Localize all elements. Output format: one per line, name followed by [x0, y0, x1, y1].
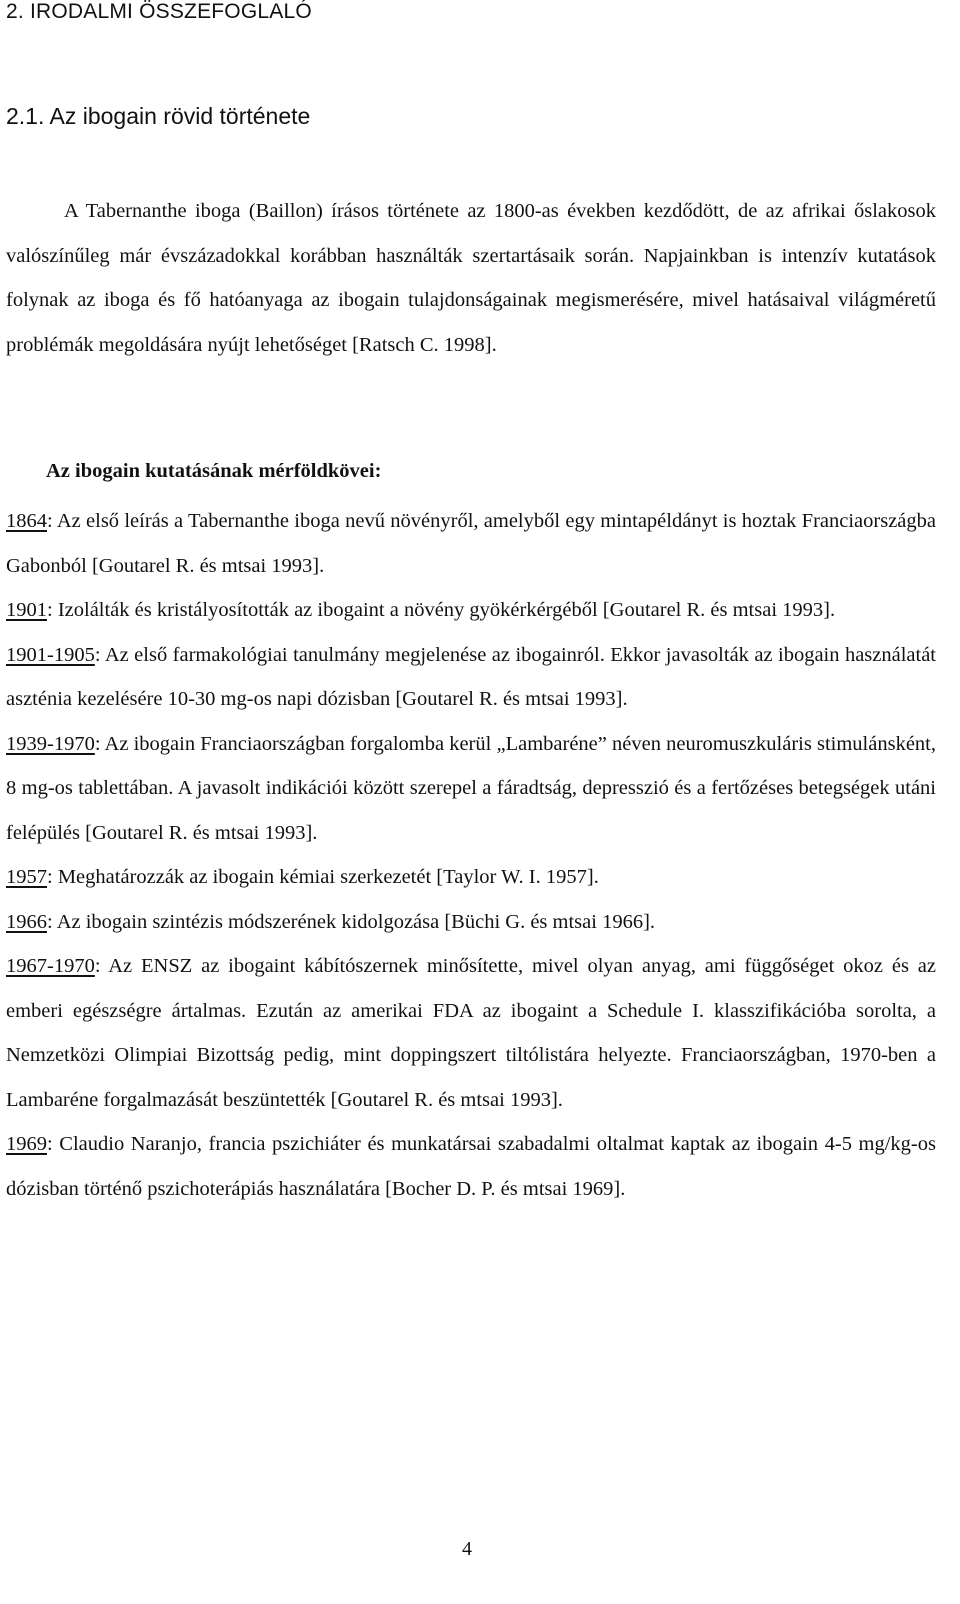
milestone-item — [6, 722, 936, 856]
milestone-text: : Az ibogain szintézis módszerének kidolgozása [Büchi G. és mtsai 1966]. — [47, 910, 656, 933]
milestone-year: 1969 — [6, 1133, 47, 1155]
milestones-list — [6, 499, 936, 1211]
milestone-item — [6, 1122, 936, 1211]
milestone-item — [6, 855, 936, 900]
milestone-text: : Az ibogain Franciaországban forgalomba kerül „Lambaréne” néven neuromuszkuláris stimulánsként, 8 mg-os tablettában. A javasolt indikációi között szerepel a fáradtság, depresszió és a fertőzéses betegségek utáni felépülés [Goutarel R. és mtsai 1993]. — [6, 732, 936, 844]
milestone-item — [6, 499, 936, 588]
milestones-heading: Az ibogain kutatásának mérföldkövei: — [46, 460, 382, 482]
milestone-year: 1957 — [6, 866, 47, 888]
milestone-text: : Meghatározzák az ibogain kémiai szerkezetét [Taylor W. I. 1957]. — [47, 866, 599, 888]
milestone-item — [6, 900, 936, 945]
page-number: 4 — [462, 1538, 472, 1560]
section-title: 2.1. Az ibogain rövid története — [6, 103, 311, 129]
milestone-year: 1864 — [6, 510, 47, 532]
milestone-year: 1901-1905 — [6, 643, 95, 666]
milestone-item — [6, 588, 936, 633]
milestone-year: 1939-1970 — [6, 732, 95, 755]
milestone-text: : Izolálták és kristályosították az ibogaint a növény gyökérkérgéből [Goutarel R. és mtsai 1993]. — [47, 599, 836, 621]
milestone-text: : Az első farmakológiai tanulmány megjelenése az ibogainról. Ekkor javasolták az ibogain használatát aszténia kezelésére 10-30 mg-os napi dózisban [Goutarel R. és mtsai 1993]. — [6, 643, 936, 710]
milestone-text: : Az ENSZ az ibogaint kábítószernek minősítette, mivel olyan anyag, ami függőséget okoz és az emberi egészségre ártalmas. Ezután az amerikai FDA az ibogaint a Schedule I. klasszifikációba sorolta, a Nemzetközi Olimpiai Bizottság pedig, mint doppingszert tiltólistára helyezte. Franciaországban, 1970-ben a Lambaréne forgalmazását beszüntették [Goutarel R. és mtsai 1993]. — [6, 955, 936, 1111]
milestone-year: 1901 — [6, 599, 47, 621]
milestone-item — [6, 633, 936, 722]
milestone-year: 1966 — [6, 910, 47, 933]
milestone-item — [6, 944, 936, 1122]
chapter-title: 2. IRODALMI ÖSSZEFOGLALÓ — [6, 0, 312, 23]
milestone-text: : Claudio Naranjo, francia pszichiáter és munkatársai szabadalmi oltalmat kaptak az ibogain 4-5 mg/kg-os dózisban történő pszichoterápiás használatára [Bocher D. P. és mtsai 1969]. — [6, 1133, 936, 1200]
milestone-text: : Az első leírás a Tabernanthe iboga nevű növényről, amelyből egy mintapéldányt is hoztak Franciaországba Gabonból [Goutarel R. és mtsai 1993]. — [6, 510, 936, 577]
intro-paragraph: A Tabernanthe iboga (Baillon) írásos története az 1800-as években kezdődött, de az afrikai őslakosok valószínűleg már évszázadokkal korábban használták szertartásaik során. Napjainkban is intenzív kutatások folynak az iboga és fő hatóanyaga az ibogain tulajdonságainak megismerésére, mivel hatásaival világméretű problémák megoldására nyújt lehetőséget [Ratsch C. 1998]. — [6, 200, 936, 356]
milestone-year: 1967-1970 — [6, 955, 95, 977]
